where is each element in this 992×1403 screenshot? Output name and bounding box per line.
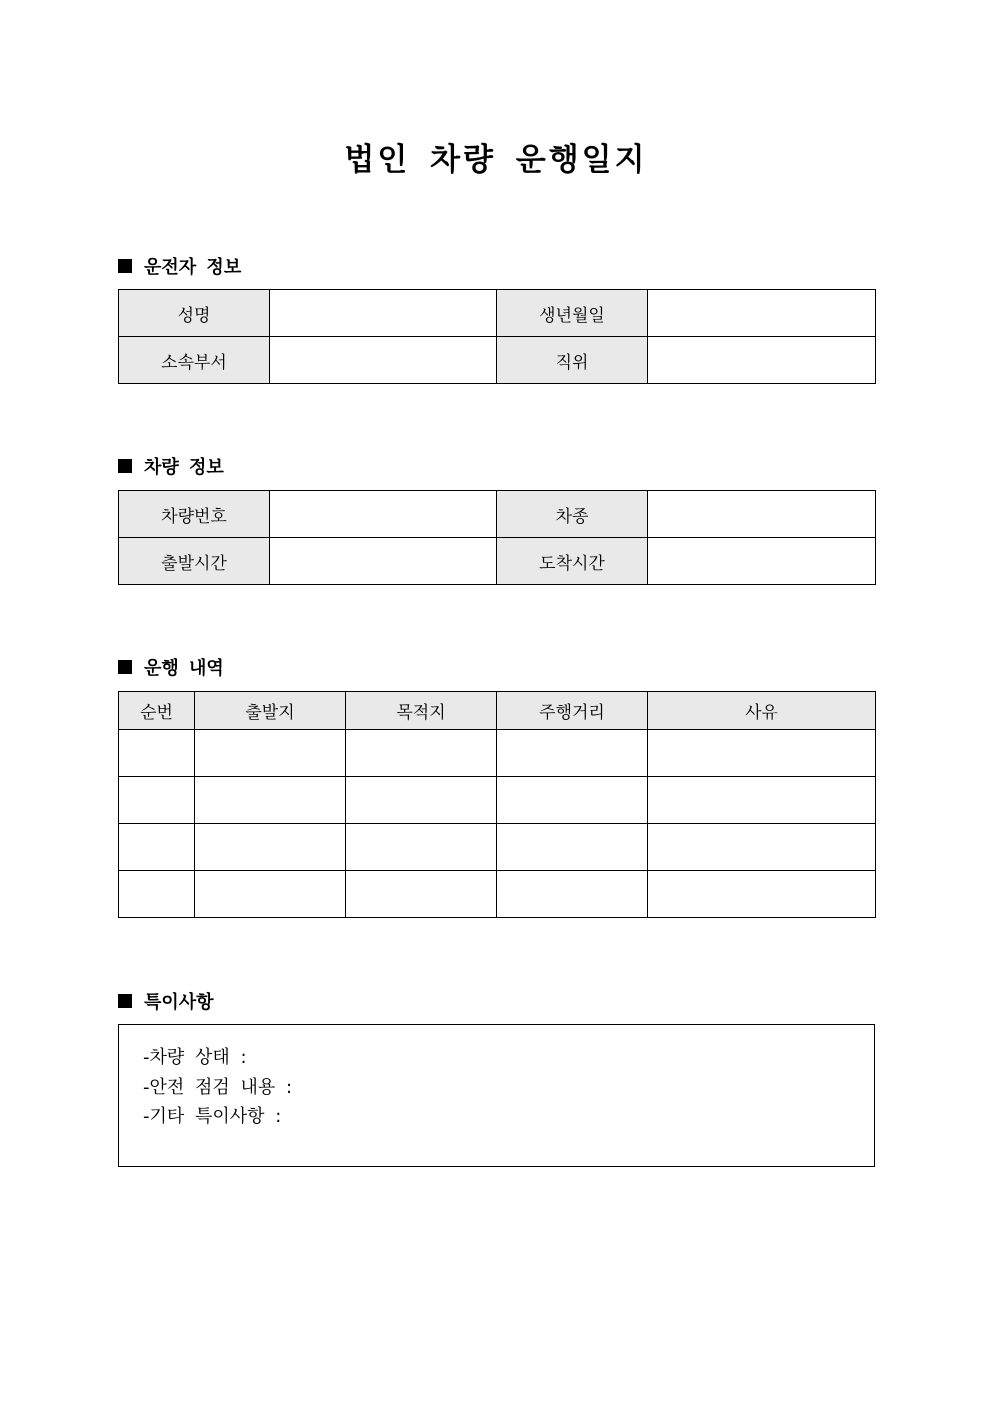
vehicle-info-heading — [118, 453, 224, 479]
destination-cell[interactable] — [346, 824, 497, 871]
distance-cell[interactable] — [497, 824, 648, 871]
arrival-time-field[interactable] — [648, 538, 876, 585]
department-label: 소속부서 — [119, 337, 270, 384]
black-square-icon — [118, 459, 132, 473]
seq-cell[interactable] — [119, 824, 195, 871]
origin-cell[interactable] — [195, 871, 346, 918]
name-field[interactable] — [270, 290, 497, 337]
table-row — [119, 777, 876, 824]
black-square-icon — [118, 994, 132, 1008]
seq-cell[interactable] — [119, 730, 195, 777]
driver-info-heading — [118, 253, 241, 279]
remarks-heading — [118, 988, 214, 1014]
seq-cell[interactable] — [119, 871, 195, 918]
table-row — [119, 290, 876, 337]
reason-cell[interactable] — [648, 824, 876, 871]
trip-log-table — [118, 691, 876, 918]
birthdate-label: 생년월일 — [497, 290, 648, 337]
table-row — [119, 730, 876, 777]
column-header-seq: 순번 — [119, 692, 195, 730]
column-header-distance: 주행거리 — [497, 692, 648, 730]
reason-cell[interactable] — [648, 871, 876, 918]
position-label: 직위 — [497, 337, 648, 384]
department-field[interactable] — [270, 337, 497, 384]
column-header-destination: 목적지 — [346, 692, 497, 730]
safety-inspection-line: -안전 점검 내용 : — [143, 1076, 293, 1098]
black-square-icon — [118, 660, 132, 674]
column-header-origin: 출발지 — [195, 692, 346, 730]
vehicle-info-heading-text: 차량 정보 — [144, 457, 224, 478]
destination-cell[interactable] — [346, 871, 497, 918]
position-field[interactable] — [648, 337, 876, 384]
distance-cell[interactable] — [497, 777, 648, 824]
other-remarks-line: -기타 특이사항 : — [143, 1106, 282, 1127]
departure-time-label: 출발시간 — [119, 538, 270, 585]
trip-log-heading — [118, 654, 224, 680]
vehicle-model-label: 차종 — [497, 491, 648, 538]
driver-info-table — [118, 289, 876, 384]
arrival-time-label: 도착시간 — [497, 538, 648, 585]
driver-info-heading-text: 운전자 정보 — [144, 257, 242, 278]
table-row — [119, 337, 876, 384]
vehicle-condition-line: -차량 상태 : — [143, 1047, 247, 1068]
origin-cell[interactable] — [195, 777, 346, 824]
destination-cell[interactable] — [346, 730, 497, 777]
table-row — [119, 871, 876, 918]
birthdate-field[interactable] — [648, 290, 876, 337]
table-row — [119, 538, 876, 585]
origin-cell[interactable] — [195, 824, 346, 871]
reason-cell[interactable] — [648, 777, 876, 824]
destination-cell[interactable] — [346, 777, 497, 824]
table-row — [119, 824, 876, 871]
vehicle-model-field[interactable] — [648, 491, 876, 538]
black-square-icon — [118, 259, 132, 273]
departure-time-field[interactable] — [270, 538, 497, 585]
vehicle-info-table — [118, 490, 876, 585]
remarks-heading-text: 특이사항 — [144, 992, 214, 1013]
plate-number-label: 차량번호 — [119, 491, 270, 538]
table-row — [119, 491, 876, 538]
distance-cell[interactable] — [497, 730, 648, 777]
distance-cell[interactable] — [497, 871, 648, 918]
trip-log-heading-text: 운행 내역 — [144, 658, 224, 679]
document-title: 법인 차량 운행일지 — [344, 142, 648, 178]
column-header-reason: 사유 — [648, 692, 876, 730]
remarks-box[interactable] — [118, 1024, 875, 1167]
table-header-row — [119, 692, 876, 730]
origin-cell[interactable] — [195, 730, 346, 777]
name-label: 성명 — [119, 290, 270, 337]
reason-cell[interactable] — [648, 730, 876, 777]
plate-number-field[interactable] — [270, 491, 497, 538]
seq-cell[interactable] — [119, 777, 195, 824]
